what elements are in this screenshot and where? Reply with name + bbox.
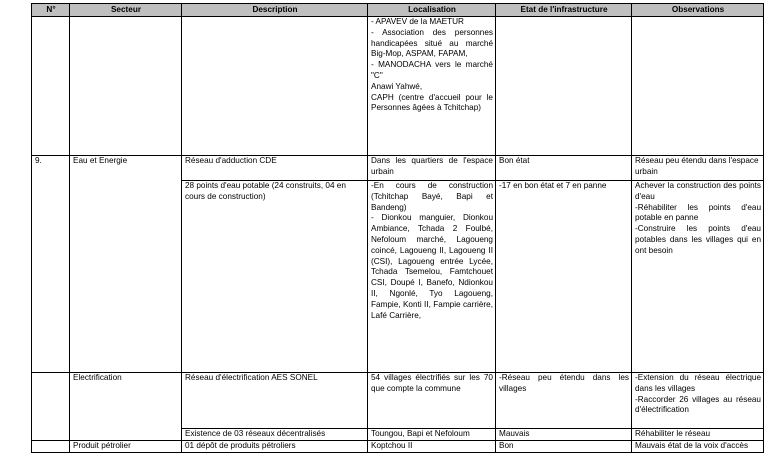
localisation-line: -En cours de construction (Tchitchap Bayé, Bapi et Bandeng) [371,181,493,212]
table-row-electrification [32,373,764,429]
table-header-row [32,4,764,17]
header-description: Description [182,4,368,17]
cell-row-number: 9. [32,156,70,181]
cell-localisation: Dans les quartiers de l'espace urbain [368,156,496,181]
observation-line: -Raccorder 26 villages au réseau d'électrification [635,394,761,415]
cell-description: Réseau d'adduction CDE [182,156,368,181]
cell-etat: -17 en bon état et 7 en panne [496,181,632,373]
table-row-produit-petrolier [32,441,764,453]
cell-empty [70,181,182,373]
cell-localisation-continuation [368,17,496,156]
cell-description: Existence de 03 réseaux décentralisés [182,429,368,441]
observation-line: -Extension du réseau électrique dans les villages [635,373,761,393]
cell-localisation: Toungou, Bapi et Nefoloum [368,429,496,441]
cell-empty [70,429,182,441]
cell-observations [632,373,764,429]
cell-empty [32,441,70,453]
cell-empty [182,17,368,156]
localisation-line: Anawi Yahwé, [371,81,423,91]
header-observations: Observations [632,4,764,17]
cell-empty [632,17,764,156]
cell-observations [632,181,764,373]
cell-localisation: Koptchou II [368,441,496,453]
cell-etat: Bon [496,441,632,453]
cell-empty [32,373,70,429]
cell-etat: Bon état [496,156,632,181]
cell-etat: Mauvais [496,429,632,441]
infrastructure-table [31,3,764,453]
cell-description: Réseau d'électrification AES SONEL [182,373,368,429]
table-row-adduction [32,156,764,181]
header-localisation: Localisation [368,4,496,17]
observation-line: -Construire les points d'eau potables dans les villages qui en ont besoin [635,224,761,255]
cell-observations: Mauvais état de la voix d'accès [632,441,764,453]
cell-description: 01 dépôt de produits pétroliers [182,441,368,453]
document-page [31,3,763,453]
localisation-line: - Dionkou manguier, Dionkou Ambiance, Tchada 2 Foulbé, Nefoloum marché, Lagoueng coincé, Lagoueng II, Lagoueng II (CSI), Lagoueng entrée Lycée, Tchada Tsemelou, Famtchouet CSI, Doupé I, Banefo, Ndionkou II, Ngonlé, Tyo Lagoueng, Fampie, Konti II, Fampie carrière, Lafé Carrière, [371,213,493,320]
header-etat: Etat de l'infrastructure [496,4,632,17]
cell-empty [32,181,70,373]
cell-description: 28 points d'eau potable (24 construits, 04 en cours de construction) [182,181,368,373]
localisation-line: - MANODACHA vers le marché "C" [371,60,493,80]
cell-empty [32,17,70,156]
observation-line: -Réhabiliter les points d'eau potable en panne [635,202,761,223]
cell-secteur-petrolier: Produit pétrolier [70,441,182,453]
table-row-continuation [32,17,764,156]
table-row-points-eau [32,181,764,373]
cell-localisation [368,181,496,373]
cell-etat: -Réseau peu étendu dans les villages [496,373,632,429]
cell-empty [496,17,632,156]
cell-secteur-eau-energie: Eau et Energie [70,156,182,181]
cell-observations: Réhabiliter le réseau [632,429,764,441]
cell-secteur-electrification: Electrification [70,373,182,429]
cell-observations: Réseau peu étendu dans l'espace urbain [632,156,764,181]
header-secteur: Secteur [70,4,182,17]
localisation-line: CAPH (centre d'accueil pour le Personnes âgées à Tchitchap) [371,92,493,113]
observation-line: Achever la construction des points d'eau [635,181,761,201]
localisation-line: - APAVEV de la MAETUR [371,17,464,26]
cell-empty [70,17,182,156]
cell-localisation: 54 villages électrifiés sur les 70 que compte la commune [368,373,496,429]
localisation-line: - Association des personnes handicapées situé au marché Big-Mop, ASPAM, FAPAM, [371,27,493,59]
header-num: N° [32,4,70,17]
cell-empty [32,429,70,441]
table-row-reseaux-decentralises [32,429,764,441]
